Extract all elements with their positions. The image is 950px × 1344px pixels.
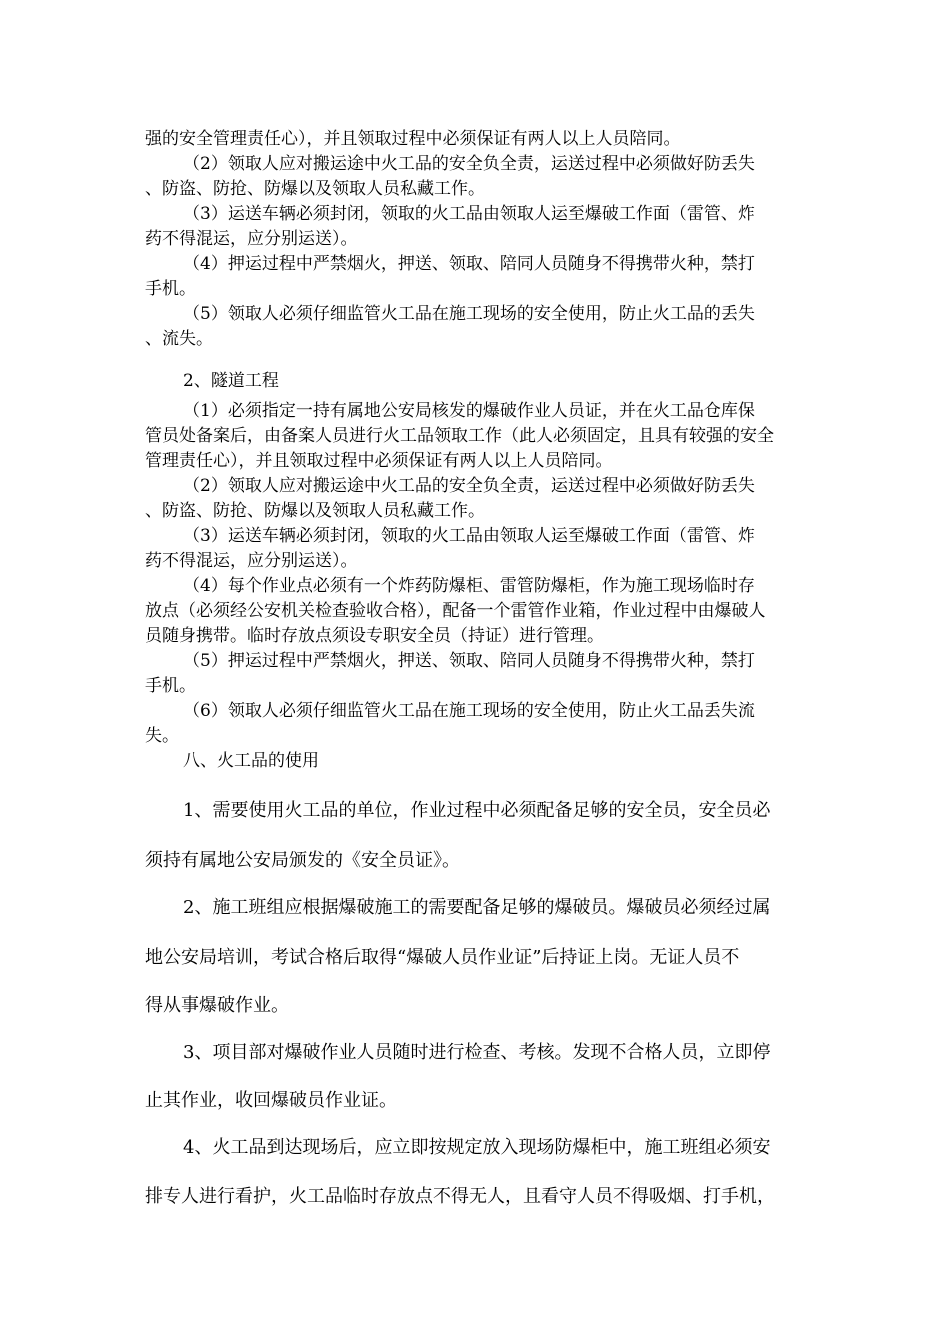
paragraph-line: 管理责任心），并且领取过程中必须保证有两人以上人员陪同。 <box>145 451 613 471</box>
paragraph-line: 须持有属地公安局颁发的《安全员证》。 <box>145 850 460 871</box>
paragraph-line: 放点（必须经公安机关检查验收合格），配备一个雷管作业箱，作业过程中由爆破人 <box>145 601 766 621</box>
paragraph-line: 药不得混运，应分别运送）。 <box>145 551 358 571</box>
paragraph-line: 2、施工班组应根据爆破施工的需要配备足够的爆破员。爆破员必须经过属 <box>183 897 771 918</box>
paragraph-line: 手机。 <box>145 279 196 299</box>
paragraph-line: 手机。 <box>145 676 196 696</box>
paragraph-line: （6）领取人必须仔细监管火工品在施工现场的安全使用，防止火工品丢失流 <box>183 701 755 721</box>
paragraph-line: 得从事爆破作业。 <box>145 995 289 1016</box>
paragraph-line: （5）领取人必须仔细监管火工品在施工现场的安全使用，防止火工品的丢失 <box>183 304 755 324</box>
paragraph-line: 、防盗、防抢、防爆以及领取人员私藏工作。 <box>145 501 485 521</box>
paragraph-line: 地公安局培训，考试合格后取得“爆破人员作业证”后持证上岗。无证人员不 <box>145 947 740 968</box>
paragraph-line: （4）每个作业点必须有一个炸药防爆柜、雷管防爆柜，作为施工现场临时存 <box>183 576 755 596</box>
paragraph-line: （5）押运过程中严禁烟火，押送、领取、陪同人员随身不得携带火种，禁打 <box>183 651 755 671</box>
paragraph-line: 3、项目部对爆破作业人员随时进行检查、考核。发现不合格人员，立即停 <box>183 1042 771 1063</box>
paragraph-line: （3）运送车辆必须封闭，领取的火工品由领取人运至爆破工作面（雷管、炸 <box>183 204 755 224</box>
paragraph-line: （1）必须指定一持有属地公安局核发的爆破作业人员证，并在火工品仓库保 <box>183 401 755 421</box>
paragraph-line: 止其作业，收回爆破员作业证。 <box>145 1090 397 1111</box>
paragraph-line: （3）运送车辆必须封闭，领取的火工品由领取人运至爆破工作面（雷管、炸 <box>183 526 755 546</box>
paragraph-line: 失。 <box>145 726 179 746</box>
paragraph-line: （4）押运过程中严禁烟火，押送、领取、陪同人员随身不得携带火种，禁打 <box>183 254 755 274</box>
section-heading: 2、隧道工程 <box>183 371 279 391</box>
paragraph-line: 、流失。 <box>145 329 213 349</box>
paragraph-line: 4、火工品到达现场后，应立即按规定放入现场防爆柜中，施工班组必须安 <box>183 1137 771 1158</box>
paragraph-line: 1、需要使用火工品的单位，作业过程中必须配备足够的安全员，安全员必 <box>183 800 771 821</box>
paragraph-line: 药不得混运，应分别运送）。 <box>145 229 358 249</box>
paragraph-line: 排专人进行看护，火工品临时存放点不得无人，且看守人员不得吸烟、打手机， <box>145 1186 775 1207</box>
section-heading: 八、火工品的使用 <box>183 751 319 771</box>
paragraph-line: （2）领取人应对搬运途中火工品的安全负全责，运送过程中必须做好防丢失 <box>183 476 755 496</box>
paragraph-line: （2）领取人应对搬运途中火工品的安全负全责，运送过程中必须做好防丢失 <box>183 154 755 174</box>
paragraph-line: 、防盗、防抢、防爆以及领取人员私藏工作。 <box>145 179 485 199</box>
paragraph-line: 管员处备案后，由备案人员进行火工品领取工作（此人必须固定，且具有较强的安全 <box>145 426 774 446</box>
paragraph-line: 强的安全管理责任心），并且领取过程中必须保证有两人以上人员陪同。 <box>145 129 681 149</box>
paragraph-line: 员随身携带。临时存放点须设专职安全员（持证）进行管理。 <box>145 626 604 646</box>
